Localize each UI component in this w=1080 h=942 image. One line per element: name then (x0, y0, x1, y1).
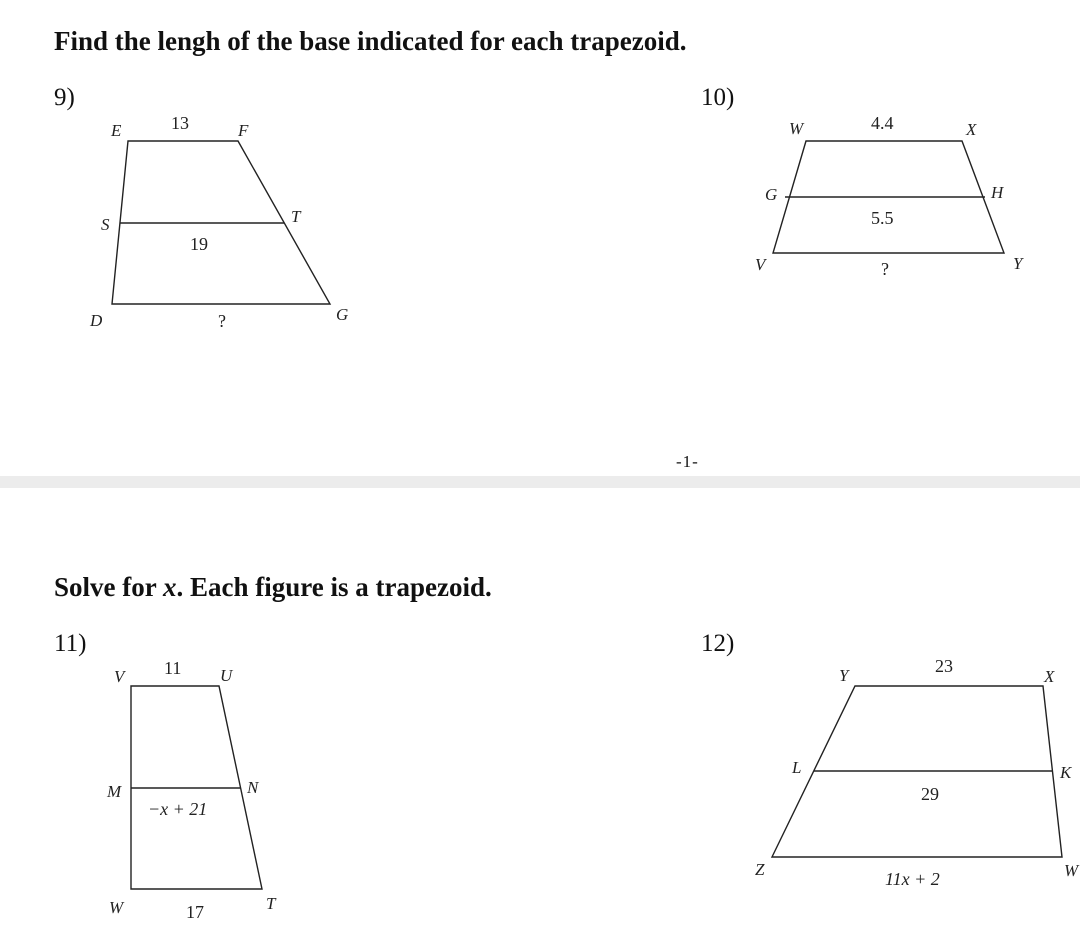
problem-11-vertex-mid-right: N (247, 778, 259, 797)
problem-10-vertex-bottom-left: V (755, 255, 766, 274)
page-number-footer: -1- (676, 452, 699, 471)
problem-12-number: 12) (701, 630, 735, 657)
problem-11-vertex-bottom-left: W (109, 898, 124, 917)
problem-12-top-base-length: 23 (935, 656, 953, 676)
page-separator (0, 476, 1080, 488)
problem-10-number: 10) (701, 84, 735, 111)
problem-9-vertex-bottom-left: D (90, 311, 103, 330)
problem-10-midsegment-length: 5.5 (871, 208, 894, 228)
problem-12-midsegment-length: 29 (921, 784, 939, 804)
problem-11-vertex-bottom-right: T (266, 894, 276, 913)
problem-12-vertex-mid-right: K (1060, 763, 1072, 782)
problem-11-top-base-length: 11 (164, 658, 182, 678)
problem-12-vertex-top-right: X (1044, 667, 1055, 686)
problem-11-vertex-top-left: V (114, 667, 125, 686)
problem-12-vertex-bottom-left: Z (755, 860, 765, 879)
problem-9-vertex-top-left: E (111, 121, 122, 140)
problem-11-midsegment-expression: −x + 21 (148, 799, 208, 819)
problem-9-bottom-base-unknown: ? (218, 311, 226, 331)
problem-10-vertex-mid-left: G (765, 185, 778, 204)
problem-11-vertex-top-right: U (220, 666, 233, 685)
problem-12-trapezoid-figure (0, 488, 1080, 942)
problem-9-midsegment-length: 19 (190, 234, 208, 254)
problem-12-vertex-top-left: Y (839, 666, 849, 685)
problem-12-vertex-bottom-right: W (1064, 861, 1079, 880)
problem-9-vertex-mid-right: T (291, 207, 301, 226)
problem-10-vertex-top-left: W (789, 119, 804, 138)
worksheet-page-2 (0, 488, 1080, 942)
problem-9-vertex-top-right: F (238, 121, 249, 140)
problem-9-vertex-bottom-right: G (336, 305, 349, 324)
problem-11-vertex-mid-left: M (107, 782, 122, 801)
heading-text-end: . Each figure is a trapezoid. (176, 572, 492, 602)
problem-10-top-base-length: 4.4 (871, 113, 894, 133)
section-heading-find-base: Find the lengh of the base indicated for each trapezoid. (54, 26, 687, 56)
heading-variable: x (163, 572, 177, 602)
problem-9-number: 9) (54, 84, 75, 111)
heading-text-start: Solve for (54, 572, 163, 602)
problem-10-vertex-mid-right: H (991, 183, 1004, 202)
problem-12-vertex-mid-left: L (792, 758, 802, 777)
problem-10-bottom-base-unknown: ? (881, 259, 889, 279)
problem-10-vertex-top-right: X (966, 120, 977, 139)
problem-11-number: 11) (54, 630, 87, 657)
problem-9-top-base-length: 13 (171, 113, 189, 133)
problem-11-bottom-base-length: 17 (186, 902, 204, 922)
problem-10-vertex-bottom-right: Y (1013, 254, 1023, 273)
problem-12-bottom-base-expression: 11x + 2 (885, 869, 940, 889)
problem-9-vertex-mid-left: S (101, 215, 110, 234)
